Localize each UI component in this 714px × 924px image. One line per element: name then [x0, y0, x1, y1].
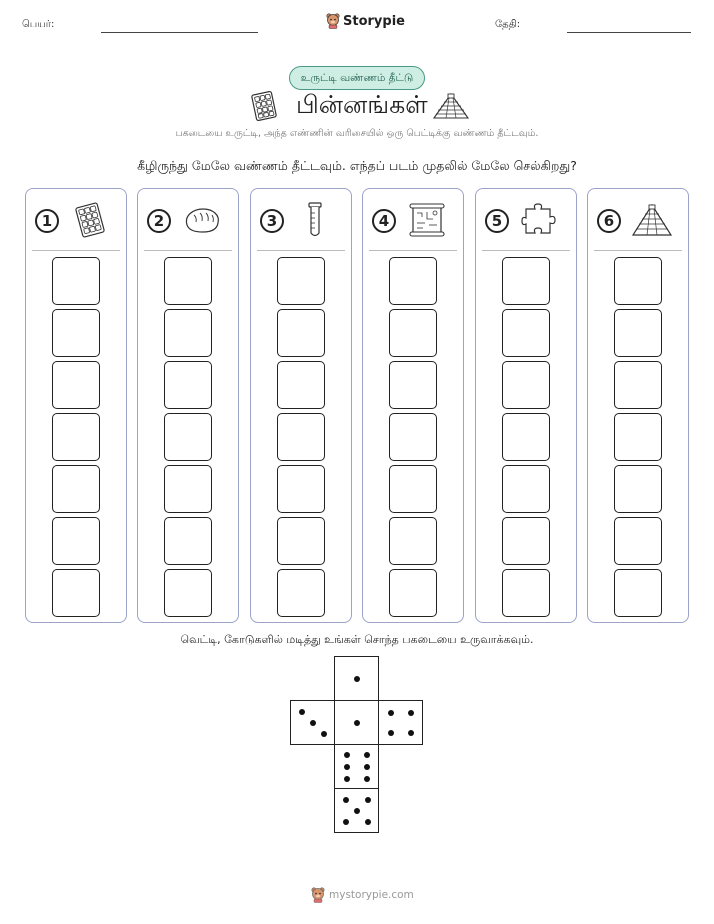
- die-face-bottom-five: [334, 788, 379, 833]
- color-box[interactable]: [277, 465, 325, 513]
- color-box[interactable]: [389, 361, 437, 409]
- column-1: [25, 188, 127, 623]
- column-divider: [32, 250, 120, 251]
- storypie-logo: [326, 13, 405, 29]
- color-box[interactable]: [277, 257, 325, 305]
- color-box[interactable]: [389, 413, 437, 461]
- pyramid-icon: [632, 201, 672, 239]
- pip: [388, 730, 394, 736]
- color-box[interactable]: [164, 569, 212, 617]
- die-face-center-one: [334, 700, 379, 745]
- die-face-right-four: [378, 700, 423, 745]
- bread-loaf-icon: [182, 201, 222, 239]
- color-box[interactable]: [502, 465, 550, 513]
- pip: [344, 776, 350, 782]
- color-box[interactable]: [277, 517, 325, 565]
- color-box[interactable]: [389, 257, 437, 305]
- color-box[interactable]: [614, 361, 662, 409]
- column-number: 6: [597, 209, 621, 233]
- subtitle: பகடையை உருட்டி, அந்த எண்ணின் வரிசையில் ஒரு பெட்டிக்கு வண்ணம் தீட்டவும்.: [175, 128, 539, 139]
- column-divider: [144, 250, 232, 251]
- pip: [354, 720, 360, 726]
- pip: [388, 710, 394, 716]
- color-box[interactable]: [614, 413, 662, 461]
- color-box[interactable]: [164, 413, 212, 461]
- color-box[interactable]: [502, 413, 550, 461]
- color-box[interactable]: [502, 517, 550, 565]
- column-number: 5: [485, 209, 509, 233]
- color-box[interactable]: [164, 309, 212, 357]
- pip: [365, 819, 371, 825]
- name-label: பெயர்:: [22, 19, 55, 30]
- color-box[interactable]: [502, 569, 550, 617]
- pip: [344, 764, 350, 770]
- activity-pill: உருட்டி வண்ணம் தீட்டு: [289, 66, 425, 90]
- column-5: [475, 188, 577, 623]
- color-box[interactable]: [52, 257, 100, 305]
- title-row: [0, 90, 714, 122]
- color-box[interactable]: [164, 465, 212, 513]
- color-box[interactable]: [389, 465, 437, 513]
- die-face-six: [334, 744, 379, 789]
- column-number: 3: [260, 209, 284, 233]
- pip: [364, 776, 370, 782]
- color-box[interactable]: [164, 361, 212, 409]
- pip: [408, 730, 414, 736]
- pip: [299, 709, 305, 715]
- column-6: [587, 188, 689, 623]
- die-face-top-one: [334, 656, 379, 701]
- scroll-map-icon: [407, 201, 447, 239]
- color-box[interactable]: [277, 361, 325, 409]
- column-3: [250, 188, 352, 623]
- column-number: 2: [147, 209, 171, 233]
- die-face-left-three: [290, 700, 335, 745]
- color-box[interactable]: [164, 257, 212, 305]
- logo-text: Storypie: [343, 13, 405, 29]
- pip: [354, 676, 360, 682]
- color-box[interactable]: [389, 569, 437, 617]
- pyramid-icon: [432, 92, 470, 120]
- column-divider: [369, 250, 457, 251]
- chocolate-bar-icon: [70, 201, 110, 239]
- color-box[interactable]: [614, 569, 662, 617]
- color-box[interactable]: [52, 413, 100, 461]
- color-box[interactable]: [164, 517, 212, 565]
- color-box[interactable]: [52, 361, 100, 409]
- page-title: பின்னங்கள்: [296, 90, 428, 119]
- column-divider: [594, 250, 682, 251]
- footer: [311, 887, 414, 903]
- color-box[interactable]: [502, 309, 550, 357]
- color-box[interactable]: [389, 309, 437, 357]
- date-line[interactable]: [567, 32, 691, 33]
- pip: [343, 797, 349, 803]
- name-line[interactable]: [101, 32, 258, 33]
- bear-mascot-icon: [311, 887, 325, 903]
- pip: [364, 752, 370, 758]
- date-label: தேதி:: [495, 19, 521, 30]
- column-divider: [257, 250, 345, 251]
- pip: [344, 752, 350, 758]
- color-box[interactable]: [52, 309, 100, 357]
- color-box[interactable]: [52, 569, 100, 617]
- bear-mascot-icon: [326, 13, 340, 29]
- pip: [354, 808, 360, 814]
- pip: [364, 764, 370, 770]
- pip: [310, 720, 316, 726]
- color-box[interactable]: [502, 361, 550, 409]
- column-divider: [482, 250, 570, 251]
- column-4: [362, 188, 464, 623]
- color-box[interactable]: [277, 413, 325, 461]
- color-box[interactable]: [52, 465, 100, 513]
- color-box[interactable]: [614, 517, 662, 565]
- puzzle-piece-icon: [520, 201, 560, 239]
- die-instruction: வெட்டி, கோடுகளில் மடித்து உங்கள் சொந்த பகடையை உருவாக்கவும்.: [180, 633, 534, 646]
- question: கீழிருந்து மேலே வண்ணம் தீட்டவும். எந்தப் படம் முதலில் மேலே செல்கிறது?: [137, 158, 577, 173]
- pip: [408, 710, 414, 716]
- color-box[interactable]: [389, 517, 437, 565]
- color-box[interactable]: [614, 309, 662, 357]
- pip: [365, 797, 371, 803]
- column-number: 1: [35, 209, 59, 233]
- test-tube-icon: [295, 201, 335, 239]
- color-box[interactable]: [52, 517, 100, 565]
- chocolate-bar-icon: [250, 90, 278, 122]
- footer-url[interactable]: mystorypie.com: [329, 889, 414, 901]
- color-box[interactable]: [614, 465, 662, 513]
- pip: [321, 731, 327, 737]
- color-box[interactable]: [614, 257, 662, 305]
- column-number: 4: [372, 209, 396, 233]
- column-2: [137, 188, 239, 623]
- color-box[interactable]: [277, 569, 325, 617]
- color-box[interactable]: [277, 309, 325, 357]
- color-box[interactable]: [502, 257, 550, 305]
- pip: [343, 819, 349, 825]
